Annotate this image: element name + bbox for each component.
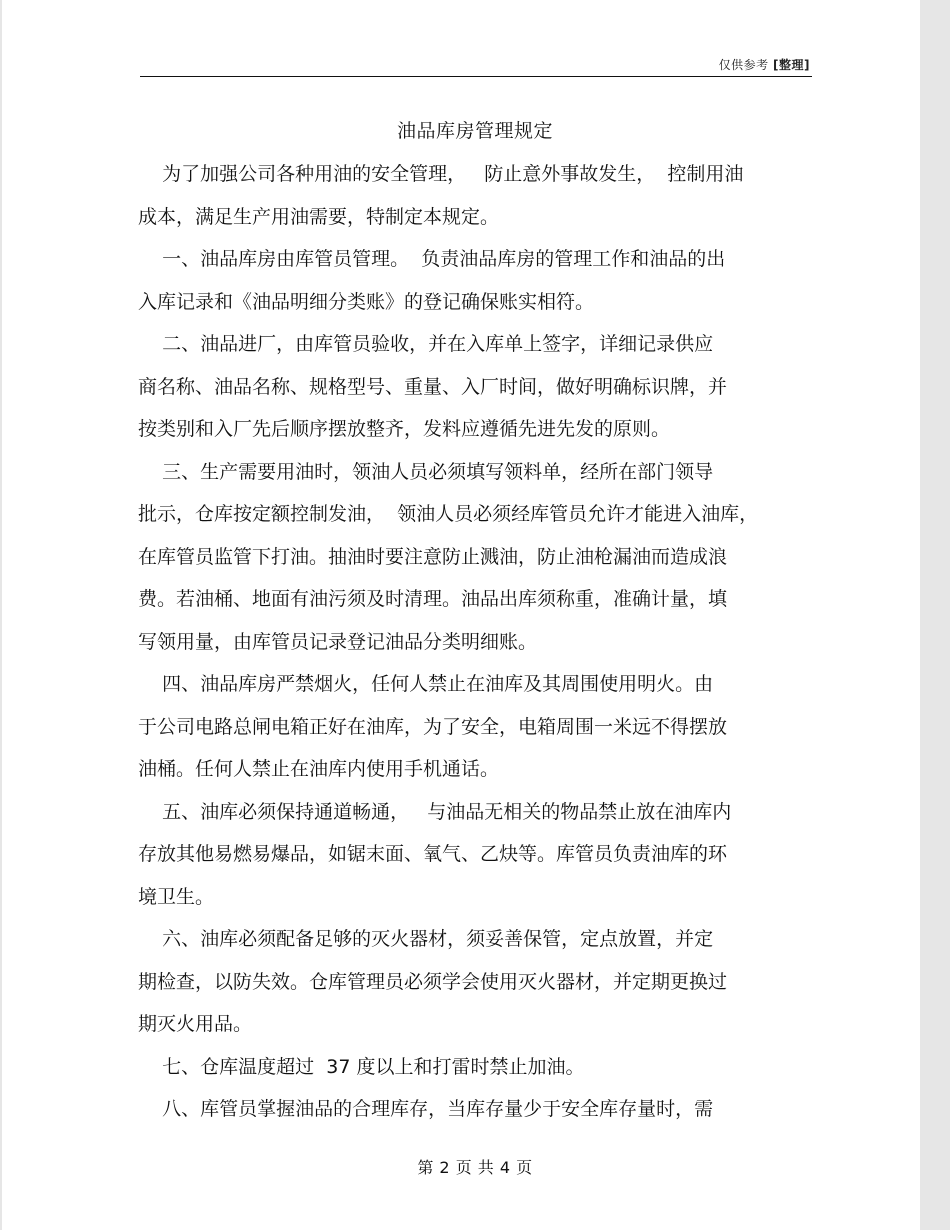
text-line: 入库记录和《油品明细分类账》的登记确保账实相符。 [138, 290, 595, 313]
header-rule [140, 76, 812, 77]
text-line: 在库管员监管下打油。抽油时要注意防止溅油，防止油枪漏油而造成浪 [138, 545, 728, 568]
header-note-text: 仅供参考 [718, 58, 769, 72]
text-line: 境卫生。 [138, 885, 215, 908]
text-line: 存放其他易燃易爆品，如锯末面、氧气、乙炔等。库管员负责油库的环 [138, 843, 728, 865]
text-line: 七、仓库温度超过 37 度以上和打雷时禁止加油。 [138, 1055, 585, 1078]
text-line: 按类别和入厂先后顺序摆放整齐，发料应遵循先进先发的原则。 [138, 418, 671, 440]
text-line: 二、油品进厂，由库管员验收，并在入库单上签字，详细记录供应 [138, 333, 714, 355]
text-line: 批示，仓库按定额控制发油， 领油人员必须经库管员允许才能进入油库， [138, 503, 759, 525]
text-line: 成本，满足生产用油需要，特制定本规定。 [138, 205, 500, 228]
text-line: 油桶。任何人禁止在油库内使用手机通话。 [138, 758, 500, 780]
text-line: 写领用量，由库管员记录登记油品分类明细账。 [138, 630, 538, 653]
text-line: 商名称、油品名称、规格型号、重量、入厂时间，做好明确标识牌，并 [138, 375, 728, 398]
text-line: 三、生产需要用油时，领油人员必须填写领料单，经所在部门领导 [138, 460, 714, 483]
text-line: 八、库管员掌握油品的合理库存，当库存量少于安全库存量时，需 [138, 1098, 714, 1120]
text-line: 四、油品库房严禁烟火，任何人禁止在油库及其周围使用明火。由 [138, 673, 714, 695]
header-note [719, 56, 810, 73]
text-line: 一、油品库房由库管员管理。 负责油品库房的管理工作和油品的出 [138, 248, 726, 270]
text-line: 期灭火用品。 [138, 1013, 253, 1035]
text-line: 为了加强公司各种用油的安全管理， 防止意外事故发生， 控制用油 [138, 163, 744, 185]
document-body [138, 153, 818, 1131]
text-line: 于公司电路总闸电箱正好在油库，为了安全，电箱周围一米远不得摆放 [138, 715, 728, 738]
page-number: 第 2 页 共 4 页 [417, 1158, 533, 1177]
text-line: 六、油库必须配备足够的灭火器材，须妥善保管，定点放置，并定 [138, 928, 714, 950]
text-line: 费。若油桶、地面有油污须及时清理。油品出库须称重，准确计量，填 [138, 588, 728, 610]
document-title: 油品库房管理规定 [396, 120, 553, 142]
text-line: 五、油库必须保持通道畅通， 与油品无相关的物品禁止放在油库内 [138, 800, 732, 823]
text-line: 期检查，以防失效。仓库管理员必须学会使用灭火器材，并定期更换过 [138, 970, 728, 993]
header-tag: [整理] [773, 58, 810, 72]
